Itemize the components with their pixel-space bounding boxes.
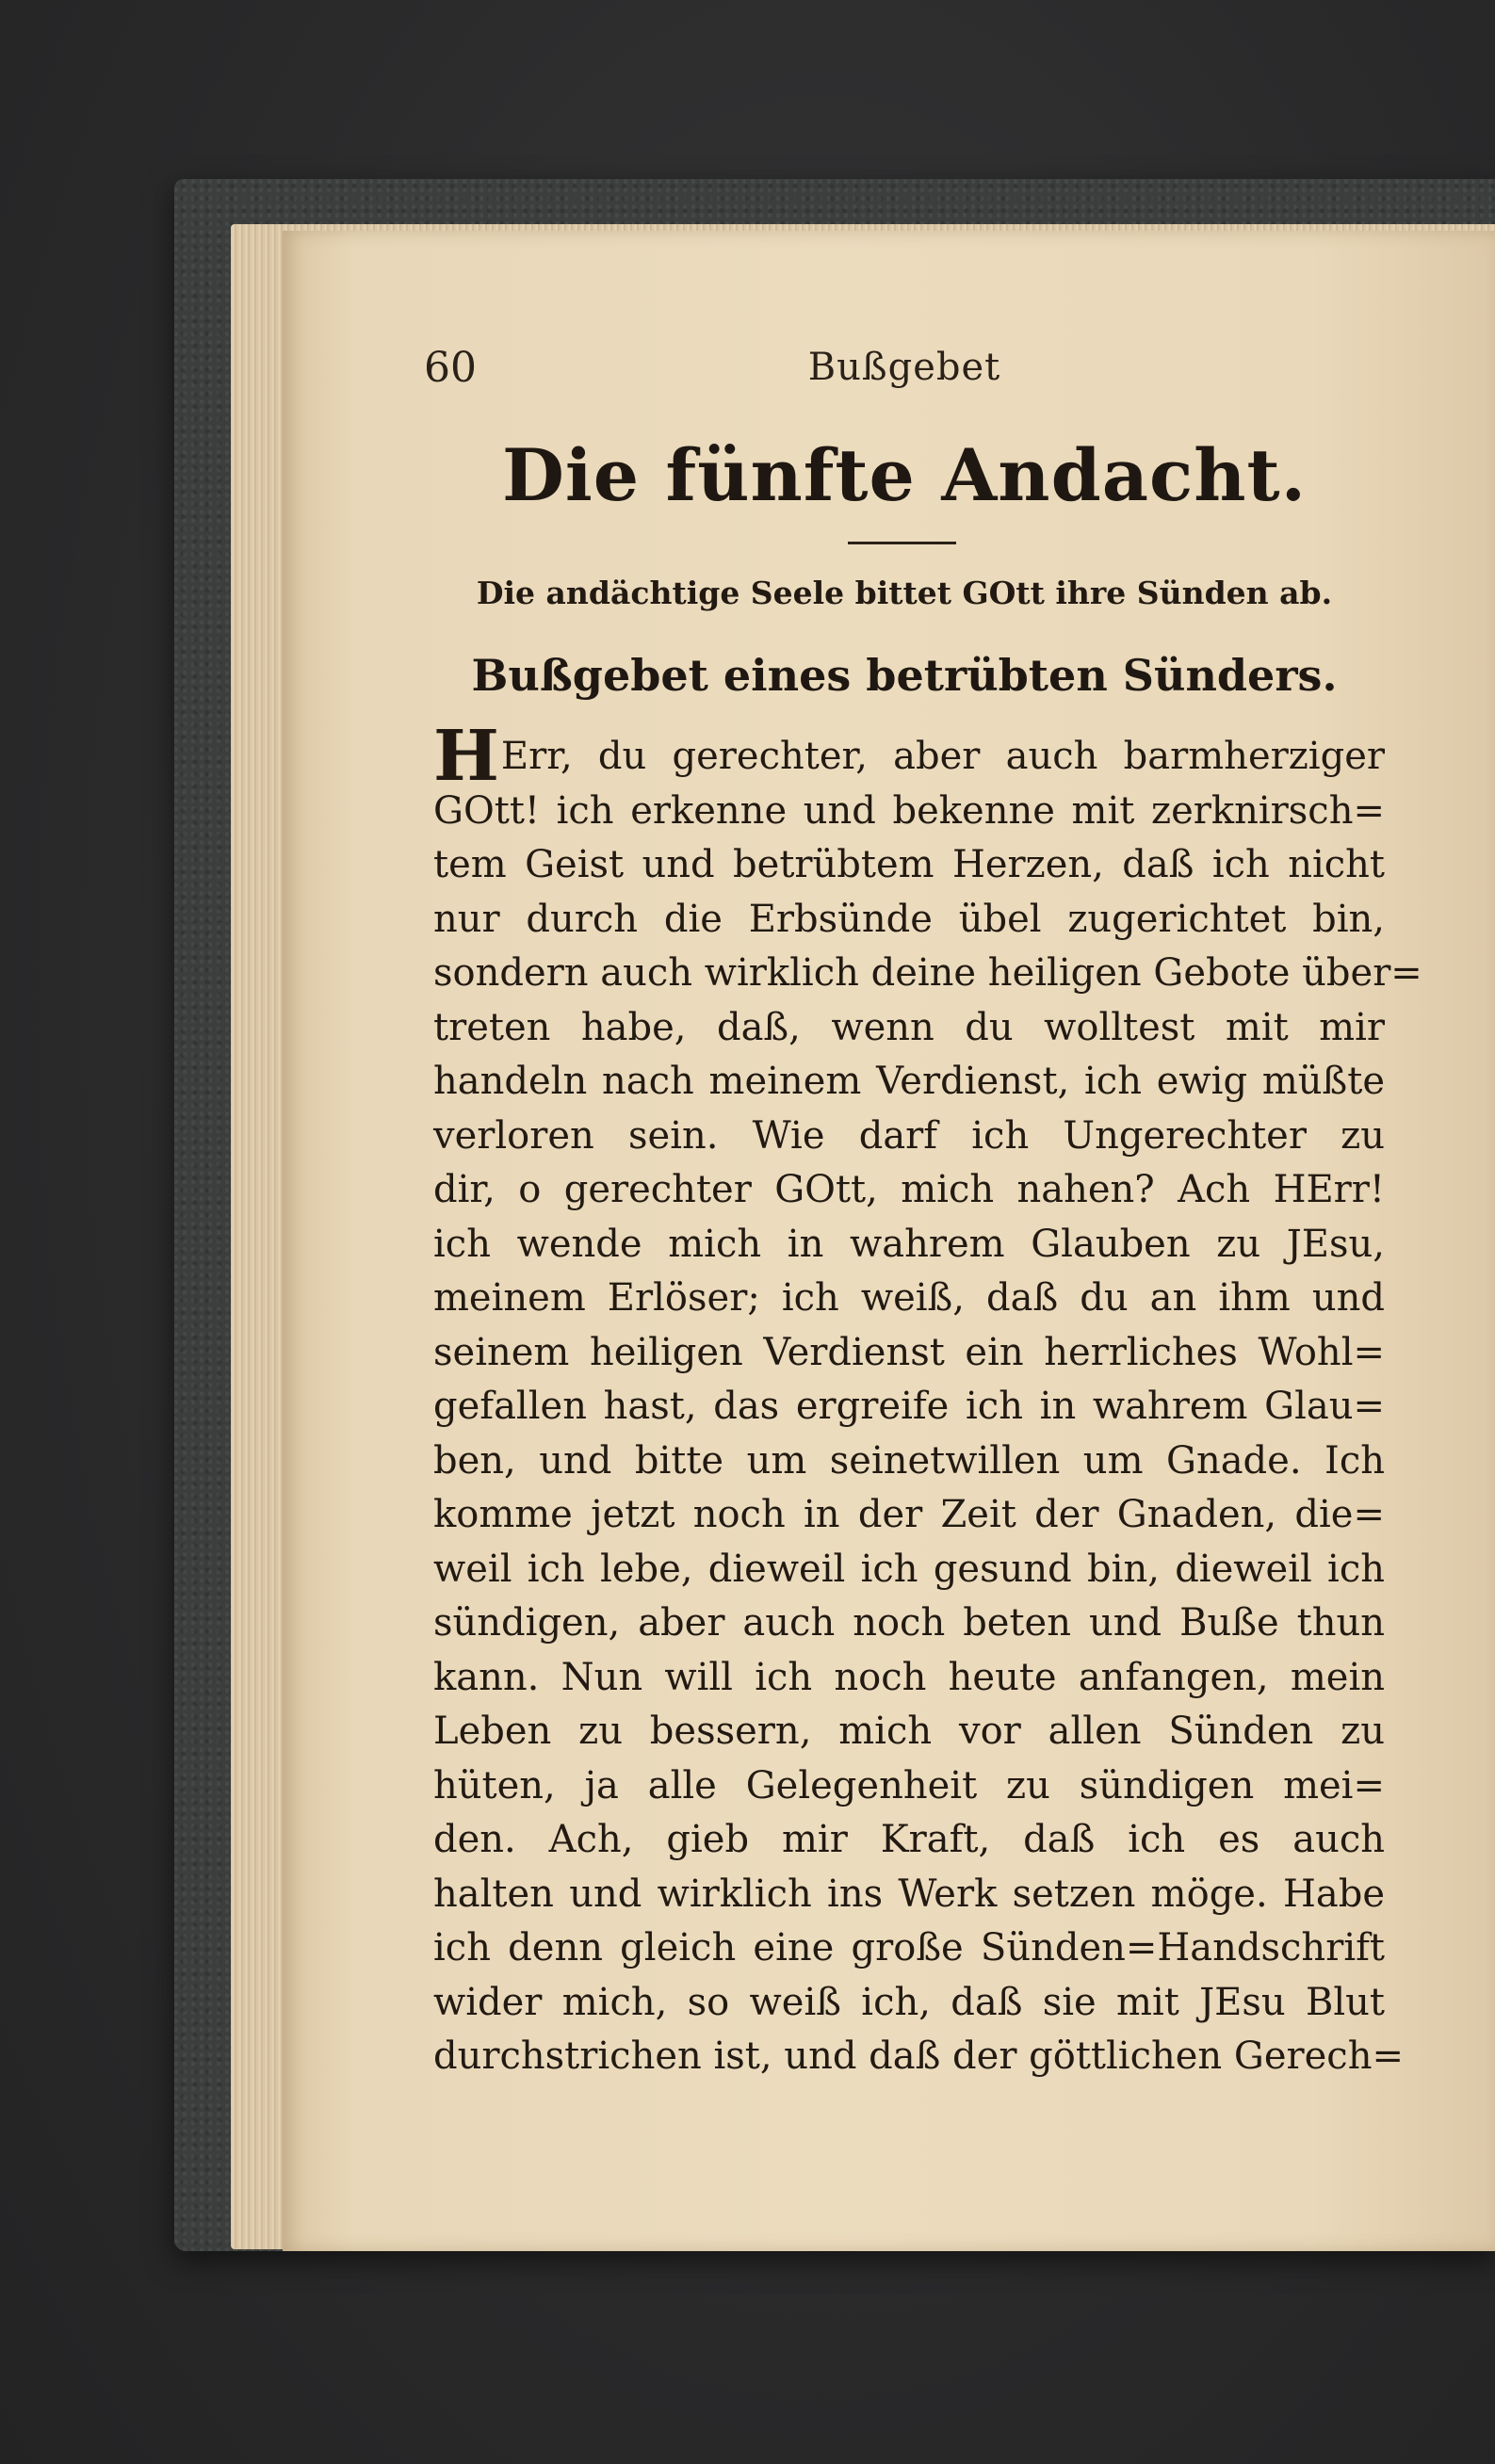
text-line: Leben zu bessern, mich vor allen Sünden zu — [433, 1710, 1385, 1753]
text-line: nur durch die Erbsünde übel zugerichtet bin, — [433, 897, 1385, 941]
text-line: wider mich, so weiß ich, daß sie mit JEsu Blut — [433, 1980, 1385, 2024]
book-page — [283, 231, 1495, 2251]
text-line: ich wende mich in wahrem Glauben zu JEsu, — [433, 1222, 1385, 1266]
text-line: GOtt! ich erkenne und bekenne mit zerknirsch= — [433, 788, 1385, 833]
page-number: 60 — [424, 344, 477, 392]
body-text — [433, 716, 1422, 2084]
text-line: weil ich lebe, dieweil ich gesund bin, dieweil ich — [433, 1547, 1385, 1591]
text-line: meinem Erlöser; ich weiß, daß du an ihm und — [433, 1276, 1385, 1320]
text-line: sündigen, aber auch noch beten und Buße thun — [433, 1601, 1385, 1645]
text-line: HErr, du gerechter, aber auch barmherziger — [433, 716, 1385, 797]
text-line: ich denn gleich eine große Sünden=Handschrift — [433, 1926, 1385, 1970]
text-line: gefallen hast, das ergreife ich in wahrem Glau= — [433, 1385, 1385, 1428]
text-line: dir, o gerechter GOtt, mich nahen? Ach HErr! — [433, 1168, 1385, 1211]
title-rule — [848, 542, 956, 544]
chapter-title: Die fünfte Andacht. — [501, 433, 1308, 517]
text-line: durchstrichen ist, und daß der göttlichen Gerech= — [433, 2034, 1404, 2078]
text-line: sondern auch wirklich deine heiligen Gebote über= — [433, 951, 1422, 995]
text-line: seinem heiligen Verdienst ein herrliches Wohl= — [433, 1330, 1385, 1374]
text-line: komme jetzt noch in der Zeit der Gnaden, die= — [433, 1493, 1385, 1536]
text-line: tem Geist und betrübtem Herzen, daß ich nicht — [433, 843, 1385, 886]
running-head: Bußgebet — [807, 346, 1001, 389]
prayer-title: Bußgebet eines betrübten Sünders. — [471, 650, 1338, 701]
text-line: ben, und bitte um seinetwillen um Gnade. Ich — [433, 1438, 1385, 1483]
text-line: handeln nach meinem Verdienst, ich ewig müßte — [433, 1060, 1385, 1103]
text-line: kann. Nun will ich noch heute anfangen, mein — [433, 1655, 1385, 1699]
subtitle: Die andächtige Seele bittet GOtt ihre Sünden ab. — [476, 575, 1333, 611]
text-line: hüten, ja alle Gelegenheit zu sündigen mei= — [433, 1763, 1385, 1807]
text-line: halten und wirklich ins Werk setzen möge. Habe — [433, 1872, 1385, 1916]
text-line: verloren sein. Wie darf ich Ungerechter zu — [433, 1113, 1385, 1158]
page-header — [424, 344, 1385, 400]
text-line: den. Ach, gieb mir Kraft, daß ich es auch — [433, 1818, 1385, 1861]
drop-cap: H — [433, 716, 499, 797]
text-line: treten habe, daß, wenn du wolltest mit mir — [433, 1005, 1385, 1049]
